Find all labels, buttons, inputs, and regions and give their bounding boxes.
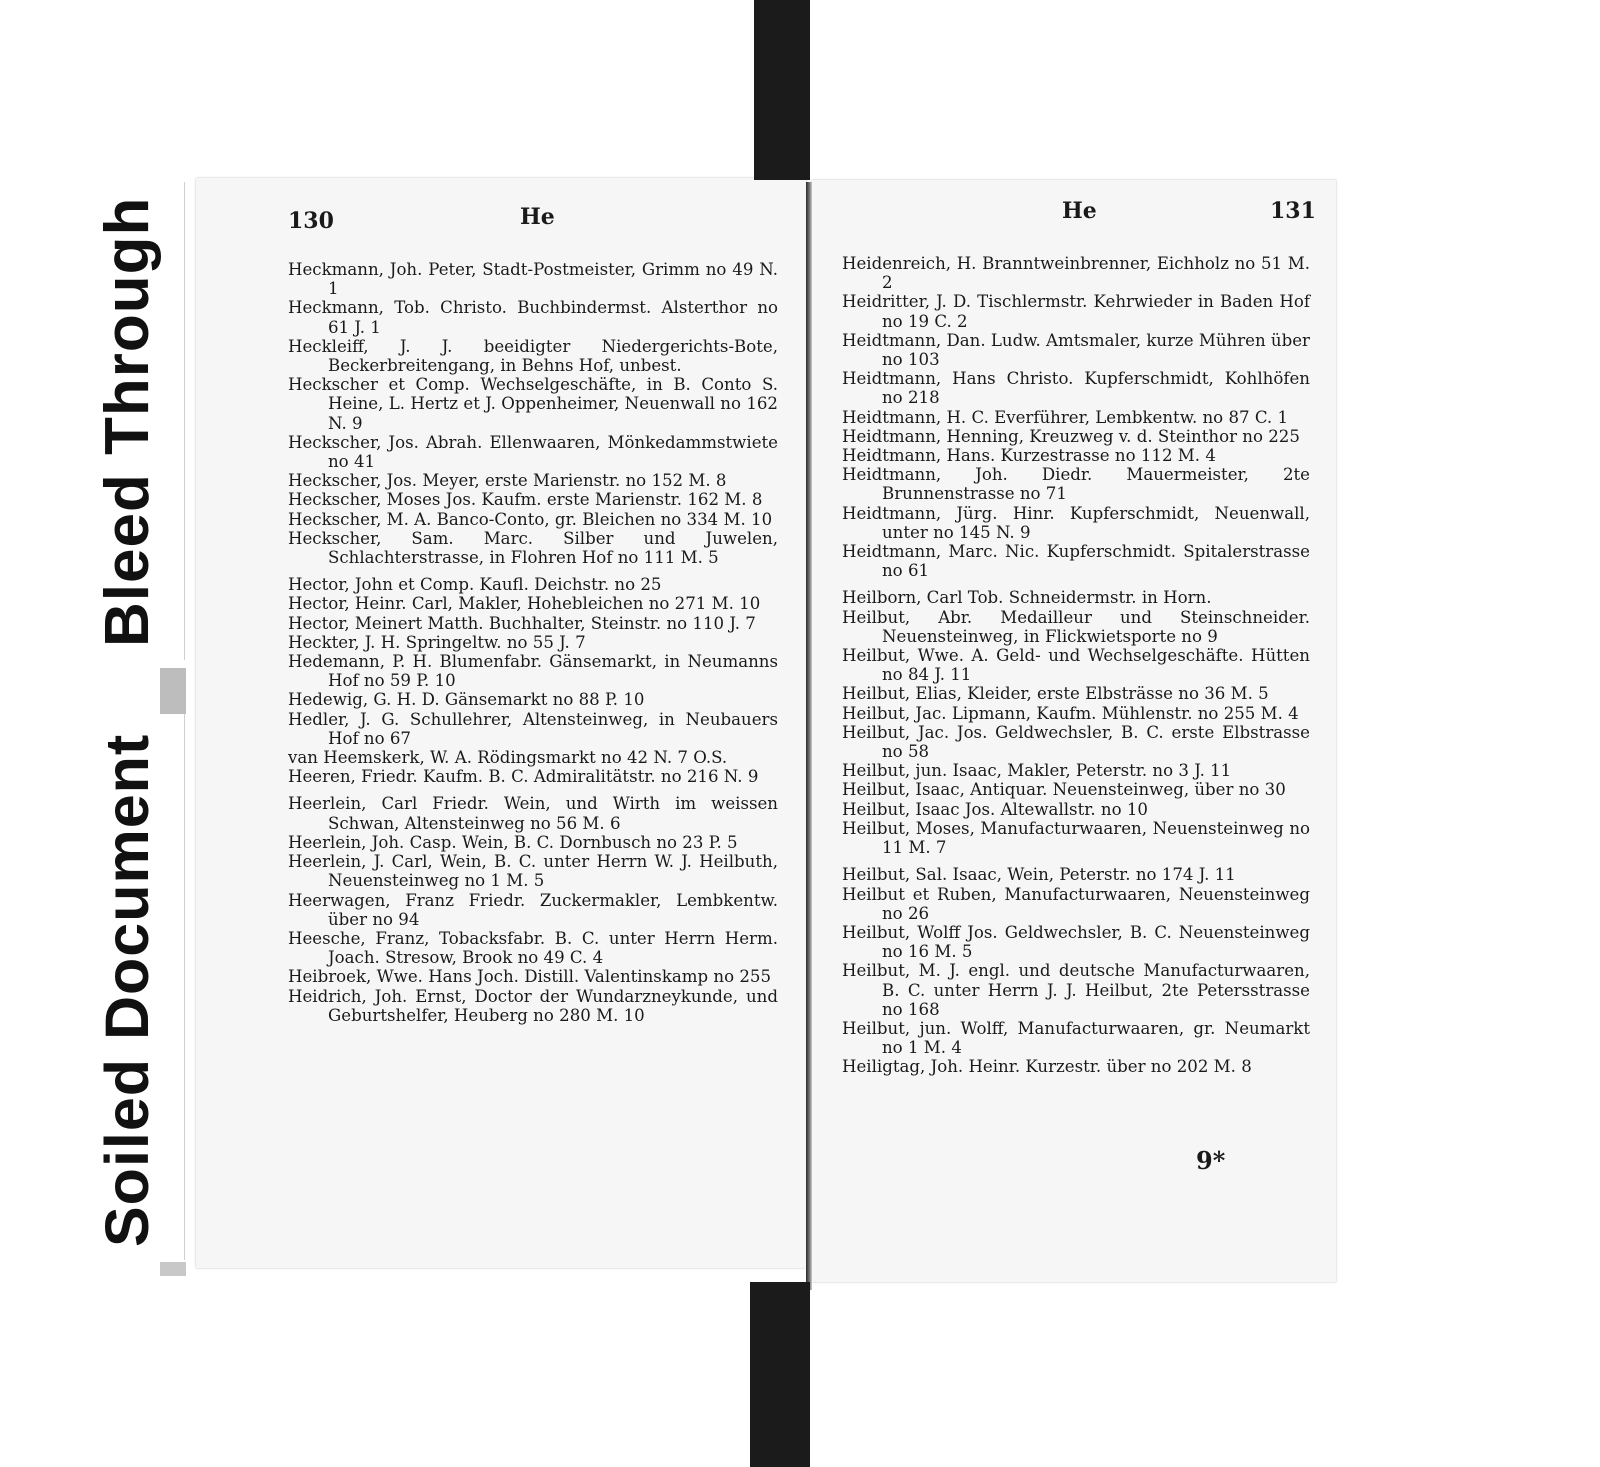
directory-entry: Heilbut, Wolff Jos. Geldwechsler, B. C. Neuensteinweg no 16 M. 5 (842, 922, 1310, 962)
directory-entry: Heckleiff, J. J. beeidigter Niedergerichts-Bote, Beckerbreitengang, in Behns Hof, unbest. (288, 336, 778, 376)
directory-entry: Heckscher, M. A. Banco-Conto, gr. Bleichen no 334 M. 10 (288, 509, 773, 529)
directory-entry: Heilbut, Jac. Lipmann, Kaufm. Mühlenstr. no 255 M. 4 (842, 703, 1299, 723)
page-edge-bottom (160, 1262, 186, 1276)
directory-entry: Heidtmann, Hans. Kurzestrasse no 112 M. 4 (842, 446, 1216, 466)
left-entry-list (288, 260, 778, 1025)
directory-entry: Heilbut, Sal. Isaac, Wein, Peterstr. no 174 J. 11 (842, 865, 1236, 885)
directory-entry: Heeren, Friedr. Kaufm. B. C. Admiralitätstr. no 216 N. 9 (288, 767, 759, 787)
directory-entry: Heilbut, Isaac Jos. Altewallstr. no 10 (842, 799, 1148, 819)
right-running-header: He (1062, 198, 1097, 224)
directory-entry: Heidtmann, Henning, Kreuzweg v. d. Steinthor no 225 (842, 426, 1300, 446)
directory-entry: Heerlein, J. Carl, Wein, B. C. unter Herrn W. J. Heilbuth, Neuensteinweg no 1 M. 5 (288, 852, 778, 891)
directory-entry: Heidtmann, Dan. Ludw. Amtsmaler, kurze Mühren über no 103 (842, 330, 1310, 370)
directory-entry: Hector, John et Comp. Kaufl. Deichstr. no 25 (288, 575, 662, 595)
binding-tape-bottom (750, 1282, 810, 1467)
directory-entry: Heckscher, Jos. Abrah. Ellenwaaren, Mönkedammstwiete no 41 (288, 432, 778, 472)
directory-entry: Heilbut, Wwe. A. Geld- und Wechselgeschäfte. Hütten no 84 J. 11 (842, 646, 1310, 685)
directory-entry: Heckscher, Sam. Marc. Silber und Juwelen, Schlachterstrasse, in Flohren Hof no 111 M. 5 (288, 528, 778, 568)
right-entry-list (842, 254, 1310, 1077)
directory-entry: Heckscher, Jos. Meyer, erste Marienstr. no 152 M. 8 (288, 471, 727, 491)
directory-entry: Heilbut, Moses, Manufacturwaaren, Neuensteinweg no 11 M. 7 (842, 818, 1310, 858)
directory-entry: Heilbut, jun. Isaac, Makler, Peterstr. no 3 J. 11 (842, 761, 1232, 781)
soiled-document-label: Soiled Document (93, 733, 161, 1247)
left-page (196, 178, 806, 1268)
directory-entry: Heibroek, Wwe. Hans Joch. Distill. Valentinskamp no 255 (288, 967, 772, 987)
directory-entry: Heckmann, Tob. Christo. Buchbindermst. Alsterthor no 61 J. 1 (288, 298, 778, 337)
directory-entry: Heilbut, Isaac, Antiquar. Neuensteinweg, über no 30 (842, 780, 1286, 800)
directory-entry: Heidtmann, Jürg. Hinr. Kupferschmidt, Neuenwall, unter no 145 N. 9 (842, 503, 1310, 542)
directory-entry: Heidritter, J. D. Tischlermstr. Kehrwieder in Baden Hof no 19 C. 2 (842, 292, 1310, 331)
directory-entry: Heerlein, Carl Friedr. Wein, und Wirth im weissen Schwan, Altensteinweg no 56 M. 6 (288, 794, 778, 833)
directory-entry: Heilbut, M. J. engl. und deutsche Manufacturwaaren, B. C. unter Herrn J. J. Heilbut, 2te Petersstrasse no 168 (842, 961, 1310, 1019)
directory-entry: Heiligtag, Joh. Heinr. Kurzestr. über no 202 M. 8 (842, 1057, 1252, 1077)
directory-entry: Heilbut et Ruben, Manufacturwaaren, Neuensteinweg no 26 (842, 884, 1310, 923)
left-running-header: He (520, 204, 555, 230)
signature-mark: 9* (1196, 1146, 1226, 1175)
directory-entry: Hedler, J. G. Schullehrer, Altensteinweg, in Neubauers Hof no 67 (288, 709, 778, 748)
directory-entry: Heilborn, Carl Tob. Schneidermstr. in Horn. (842, 588, 1212, 608)
binding-tape-top (754, 0, 810, 180)
directory-entry: Heilbut, Jac. Jos. Geldwechsler, B. C. erste Elbstrasse no 58 (842, 722, 1310, 762)
directory-entry: Hedewig, G. H. D. Gänsemarkt no 88 P. 10 (288, 690, 645, 710)
directory-entry: Heilbut, Abr. Medailleur und Steinschneider. Neuensteinweg, in Flickwietsporte no 9 (842, 607, 1310, 646)
soiled-document-tag (66, 712, 185, 1260)
right-folio: 131 (1270, 198, 1316, 224)
directory-entry: Heidtmann, Joh. Diedr. Mauermeister, 2te Brunnenstrasse no 71 (842, 465, 1310, 504)
directory-entry: Heckscher et Comp. Wechselgeschäfte, in B. Conto S. Heine, L. Hertz et J. Oppenheimer, Neuenwall no 162 N. 9 (288, 375, 778, 433)
directory-entry: Heilbut, Elias, Kleider, erste Elbsträsse no 36 M. 5 (842, 684, 1269, 704)
directory-entry: Heckscher, Moses Jos. Kaufm. erste Marienstr. 162 M. 8 (288, 490, 763, 510)
directory-entry: Heidrich, Joh. Ernst, Doctor der Wundarzneykunde, und Geburtshelfer, Heuberg no 280 M. 10 (288, 986, 778, 1025)
directory-entry: Heidtmann, H. C. Everführer, Lembkentw. no 87 C. 1 (842, 407, 1289, 427)
directory-entry: Heilbut, jun. Wolff, Manufacturwaaren, gr. Neumarkt no 1 M. 4 (842, 1018, 1310, 1058)
page-edge-stack (160, 668, 186, 714)
directory-entry: Hedemann, P. H. Blumenfabr. Gänsemarkt, in Neumanns Hof no 59 P. 10 (288, 652, 778, 691)
directory-entry: Heidtmann, Marc. Nic. Kupferschmidt. Spitalerstrasse no 61 (842, 542, 1310, 581)
bleed-through-tag (76, 182, 185, 660)
directory-entry: Hector, Meinert Matth. Buchhalter, Steinstr. no 110 J. 7 (288, 613, 756, 633)
directory-entry: Heerlein, Joh. Casp. Wein, B. C. Dornbusch no 23 P. 5 (288, 832, 738, 852)
directory-entry: Heckter, J. H. Springeltw. no 55 J. 7 (288, 632, 586, 652)
directory-entry: Heidtmann, Hans Christo. Kupferschmidt, Kohlhöfen no 218 (842, 369, 1310, 408)
bleed-through-label: Bleed Through (93, 196, 162, 647)
directory-entry: Heerwagen, Franz Friedr. Zuckermakler, Lembkentw. über no 94 (288, 890, 778, 929)
directory-entry: Heesche, Franz, Tobacksfabr. B. C. unter Herrn Herm. Joach. Stresow, Brook no 49 C. 4 (288, 928, 778, 968)
right-page (812, 180, 1336, 1282)
left-folio: 130 (288, 208, 334, 234)
directory-entry: van Heemskerk, W. A. Rödingsmarkt no 42 N. 7 O.S. (288, 748, 728, 768)
directory-entry: Hector, Heinr. Carl, Makler, Hohebleichen no 271 M. 10 (288, 594, 761, 614)
directory-entry: Heckmann, Joh. Peter, Stadt-Postmeister, Grimm no 49 N. 1 (288, 260, 778, 299)
book-gutter (806, 182, 812, 1290)
directory-entry: Heidenreich, H. Branntweinbrenner, Eichholz no 51 M. 2 (842, 254, 1310, 293)
